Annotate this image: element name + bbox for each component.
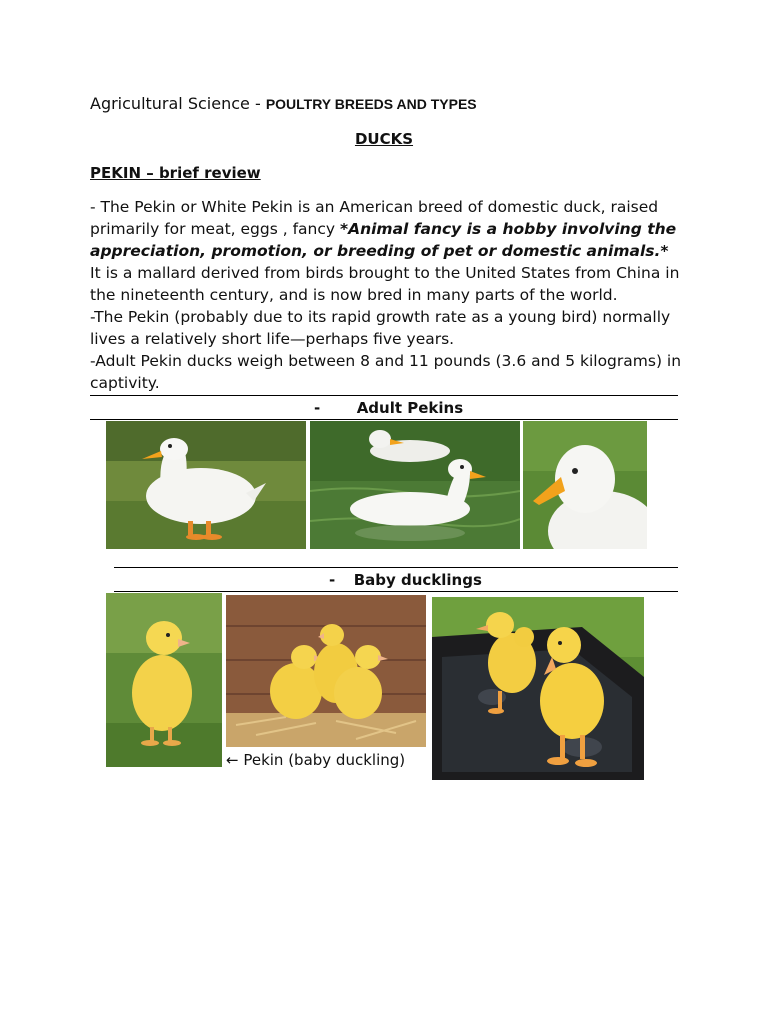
adult-pekin-photo-water — [310, 421, 520, 549]
duckling-photo-wood — [226, 595, 426, 747]
divider-bottom-adult — [90, 419, 678, 420]
adult-section-heading — [314, 399, 463, 417]
paragraph-3: -Adult Pekin ducks weigh between 8 and 11 pounds (3.6 and 5 kilograms) in captivity. — [90, 352, 682, 392]
baby-section-label: Baby ducklings — [353, 571, 482, 589]
baby-section-heading — [329, 571, 482, 589]
animal-fancy-definition: *Animal fancy is a hobby involving the appreciation, promotion, or breeding of pet or domestic animals.* — [90, 220, 677, 260]
baby-bullet: - — [329, 571, 336, 589]
adult-bullet: - — [314, 399, 321, 417]
paragraph-2: -The Pekin (probably due to its rapid growth rate as a young bird) normally lives a relatively short life—perhaps five years. — [90, 308, 671, 348]
duckling-photo-tray — [432, 597, 644, 780]
subject-label: Agricultural Science - — [90, 94, 266, 113]
adult-pekin-photo-closeup — [523, 421, 647, 549]
document-header — [90, 94, 477, 113]
divider-bottom-baby — [114, 591, 678, 592]
adult-pekin-photo-grass — [106, 421, 306, 549]
subsection-title: PEKIN – brief review — [90, 164, 261, 182]
duckling-photo-grass — [106, 593, 222, 767]
topic-label: POULTRY BREEDS AND TYPES — [265, 96, 477, 112]
duckling-caption: ← Pekin (baby duckling) — [226, 751, 406, 769]
paragraph-1 — [90, 196, 682, 306]
section-title — [0, 130, 768, 148]
section-title-text: DUCKS — [354, 130, 414, 148]
paragraph-1-end: It is a mallard derived from birds brought to the United States from China in the nineteenth century, and is now bred in many parts of the world. — [90, 264, 680, 304]
paragraph-1-start: - The Pekin or White Pekin is an American breed of domestic duck, raised primarily for meat, eggs , fancy — [90, 198, 659, 238]
divider-top-baby — [114, 567, 678, 568]
adult-section-label: Adult Pekins — [356, 399, 464, 417]
divider-top-adult — [90, 395, 678, 396]
body-text — [90, 196, 682, 394]
